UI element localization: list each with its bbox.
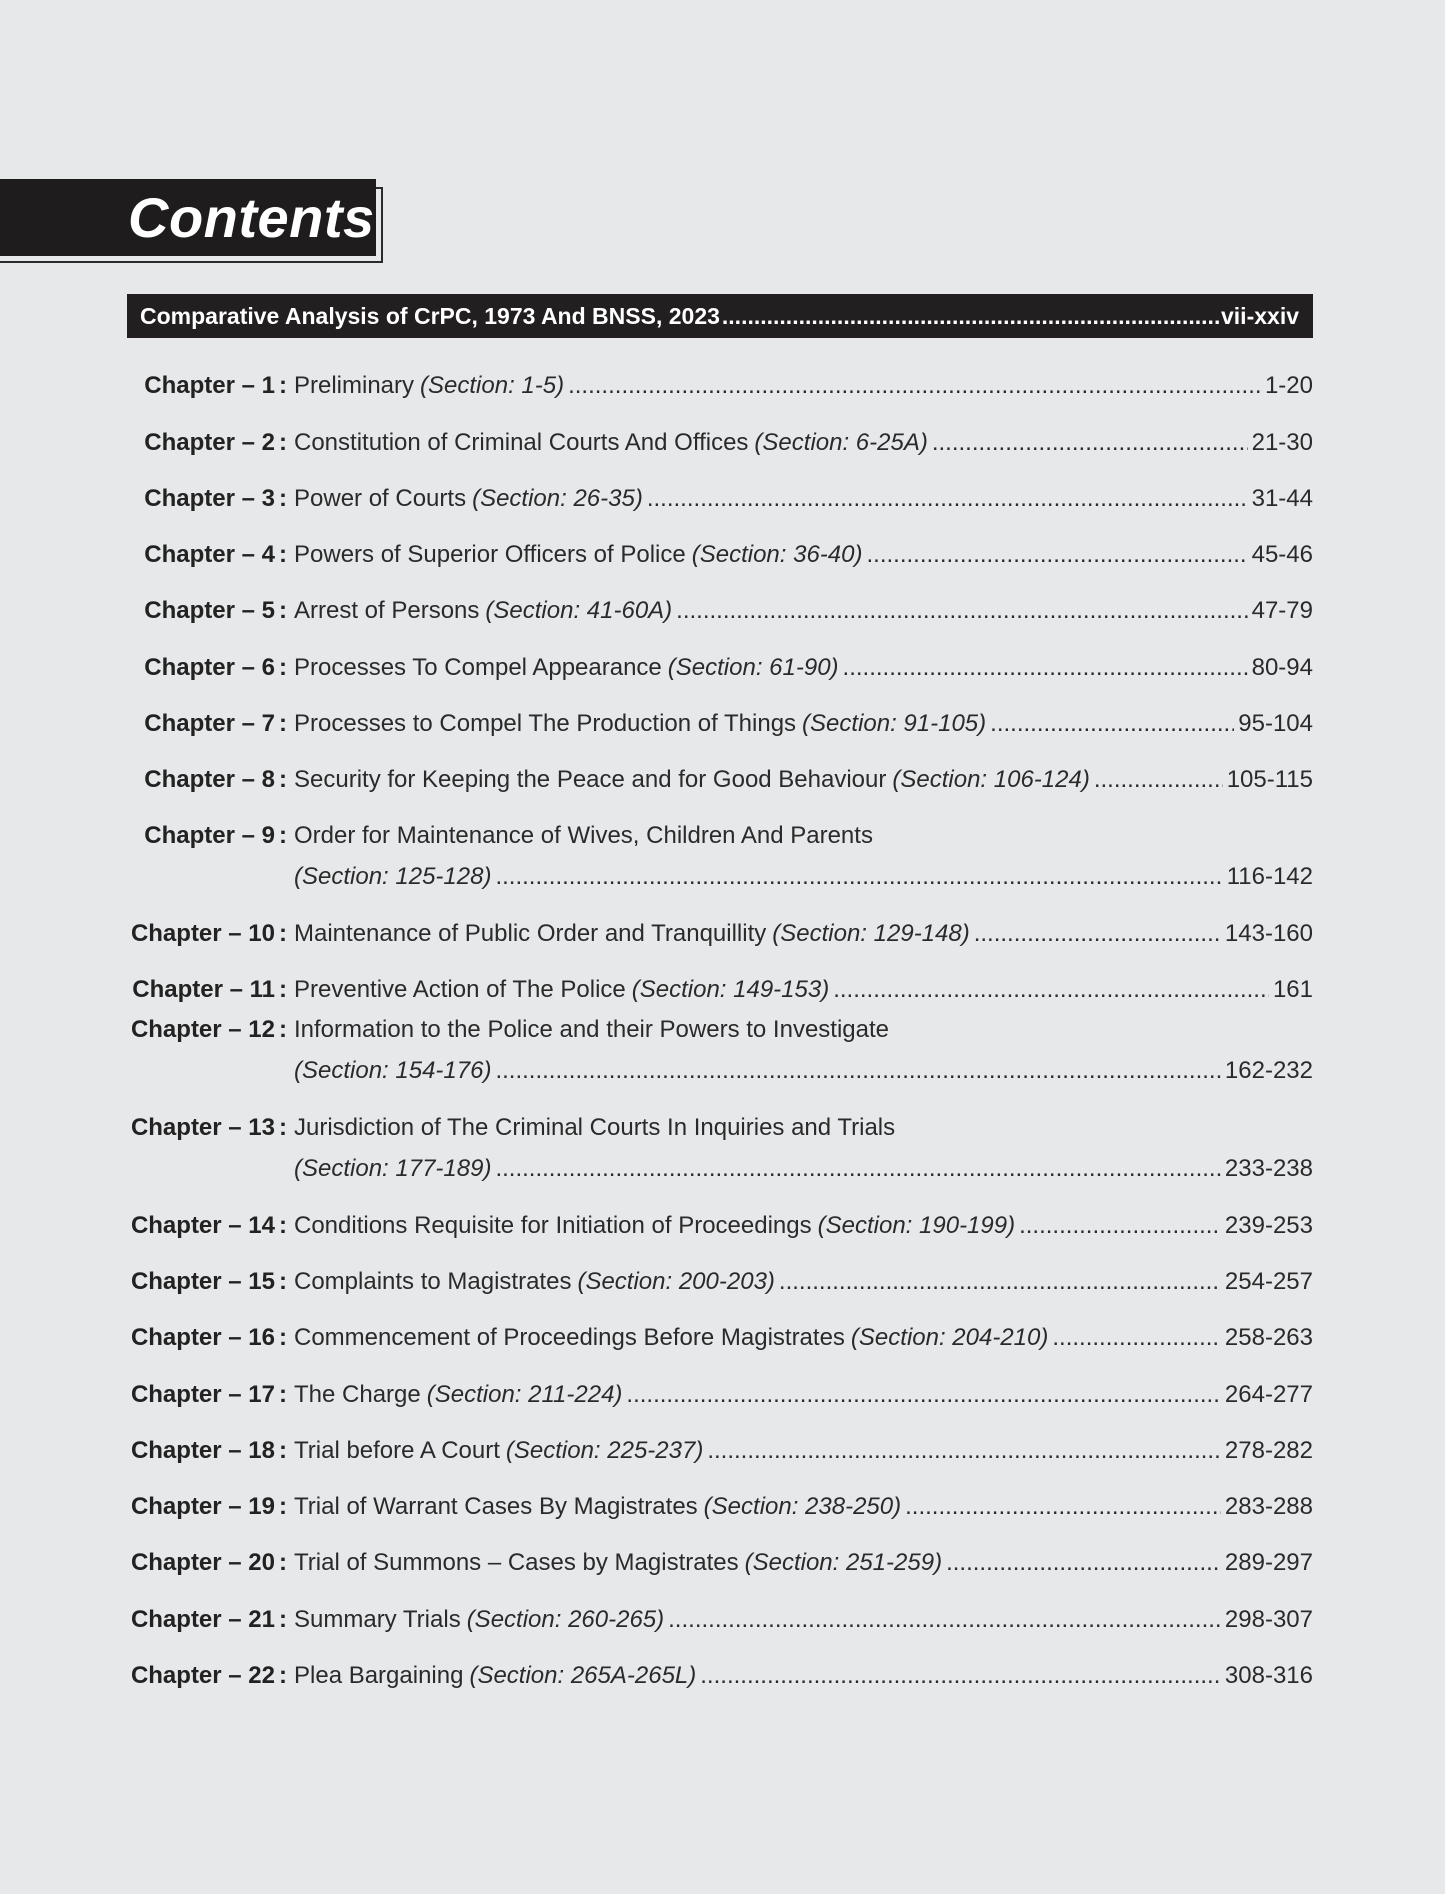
chapter-sections: (Section: 1-5)	[420, 372, 565, 399]
chapter-pages: 308-316	[1224, 1662, 1313, 1689]
chapter-sections: (Section: 190-199)	[817, 1212, 1016, 1239]
contents-banner	[0, 179, 385, 265]
label-colon: :	[279, 1662, 287, 1689]
chapter-pages: 21-30	[1251, 429, 1313, 456]
label-colon: :	[279, 1549, 287, 1576]
entry-line	[127, 975, 1313, 1005]
chapter-pages: 31-44	[1251, 485, 1313, 512]
chapter-sections: (Section: 225-237)	[505, 1437, 704, 1464]
toc-chapter-entry[interactable]	[127, 1436, 1313, 1466]
chapter-sections: (Section: 41-60A)	[485, 597, 673, 624]
label-colon: :	[279, 976, 287, 1003]
entry-line	[127, 1323, 1313, 1353]
chapter-label	[127, 1015, 294, 1045]
toc-chapter-entry[interactable]	[127, 765, 1313, 795]
label-colon: :	[279, 710, 287, 737]
chapter-sections: (Section: 149-153)	[631, 976, 830, 1003]
entry-line	[127, 371, 1313, 401]
chapter-number: Chapter – 17	[130, 1381, 275, 1408]
chapter-number: Chapter – 20	[130, 1549, 275, 1576]
chapter-pages: 298-307	[1224, 1606, 1313, 1633]
dot-leader	[1019, 1211, 1221, 1241]
toc-chapter-entry[interactable]	[127, 1267, 1313, 1297]
label-colon: :	[279, 1437, 287, 1464]
dot-leader	[990, 709, 1234, 739]
chapter-sections: (Section: 36-40)	[691, 541, 863, 568]
chapter-pages: 1-20	[1264, 372, 1313, 399]
chapter-sections: (Section: 265A-265L)	[469, 1662, 697, 1689]
chapter-sections: (Section: 260-265)	[466, 1606, 665, 1633]
chapter-number: Chapter – 5	[144, 597, 275, 624]
chapter-number: Chapter – 6	[144, 654, 275, 681]
chapter-number: Chapter – 9	[144, 822, 275, 849]
chapter-number: Chapter – 12	[130, 1016, 275, 1043]
chapter-pages: 116-142	[1226, 863, 1313, 890]
chapter-title: Commencement of Proceedings Before Magistrates	[294, 1324, 845, 1351]
chapter-pages: 80-94	[1251, 654, 1313, 681]
chapter-number: Chapter – 22	[130, 1662, 275, 1689]
chapter-pages: 258-263	[1224, 1324, 1313, 1351]
entry-line	[127, 596, 1313, 626]
chapter-number: Chapter – 14	[130, 1212, 275, 1239]
dot-leader	[974, 919, 1221, 949]
entry-line	[127, 1113, 1313, 1143]
label-colon: :	[279, 541, 287, 568]
chapter-title: Preventive Action of The Police	[294, 976, 626, 1003]
label-colon: :	[279, 822, 287, 849]
chapter-title: Security for Keeping the Peace and for Good Behaviour	[294, 766, 887, 793]
intro-pages: vii-xxiv	[1221, 302, 1299, 329]
chapter-title: Information to the Police and their Powers to Investigate	[294, 1016, 889, 1043]
toc-chapter-entry[interactable]	[127, 540, 1313, 570]
chapter-sections: (Section: 26-35)	[472, 485, 643, 512]
label-colon: :	[279, 1324, 287, 1351]
chapter-label	[127, 428, 294, 458]
label-colon: :	[279, 1212, 287, 1239]
chapter-pages: 264-277	[1224, 1381, 1313, 1408]
dot-leader	[905, 1492, 1221, 1522]
chapter-title: Power of Courts	[294, 485, 467, 512]
chapter-number: Chapter – 1	[144, 372, 275, 399]
entry-line	[127, 1211, 1313, 1241]
chapter-sections: (Section: 6-25A)	[754, 429, 928, 456]
chapter-sections: (Section: 211-224)	[426, 1381, 623, 1408]
chapter-sections: (Section: 91-105)	[802, 710, 987, 737]
chapter-label	[127, 1113, 294, 1143]
entry-line	[127, 1056, 1313, 1086]
toc-intro-entry[interactable]	[127, 294, 1313, 338]
chapter-title: Processes To Compel Appearance	[294, 654, 662, 681]
toc-chapter-entry[interactable]	[127, 653, 1313, 683]
toc-chapter-entry[interactable]	[127, 1211, 1313, 1241]
intro-title: Comparative Analysis of CrPC, 1973 And BNSS, 2023	[140, 302, 720, 329]
toc-chapter-entry[interactable]	[127, 484, 1313, 514]
entry-line	[127, 1154, 1313, 1184]
dot-leader	[495, 862, 1222, 892]
chapter-label	[127, 709, 294, 739]
entry-line	[127, 709, 1313, 739]
entry-line	[127, 1380, 1313, 1410]
entry-line	[127, 765, 1313, 795]
dot-leader	[626, 1380, 1221, 1410]
entry-line	[127, 653, 1313, 683]
chapter-pages: 47-79	[1251, 597, 1313, 624]
chapter-label	[127, 919, 294, 949]
chapter-label	[127, 1267, 294, 1297]
chapter-label	[127, 1380, 294, 1410]
chapter-title: Jurisdiction of The Criminal Courts In Inquiries and Trials	[294, 1114, 896, 1141]
label-colon: :	[279, 485, 287, 512]
label-colon: :	[279, 372, 287, 399]
label-colon: :	[279, 654, 287, 681]
chapter-number: Chapter – 21	[130, 1606, 275, 1633]
chapter-label	[127, 484, 294, 514]
page-title: Contents	[128, 186, 375, 249]
table-of-contents	[127, 294, 1313, 1689]
chapter-number: Chapter – 4	[144, 541, 275, 568]
chapter-title: Plea Bargaining	[294, 1662, 464, 1689]
chapter-title: Maintenance of Public Order and Tranquillity	[294, 920, 767, 947]
dot-leader	[647, 484, 1248, 514]
label-colon: :	[279, 766, 287, 793]
dot-leader	[700, 1661, 1221, 1691]
chapter-title: Trial before A Court	[294, 1437, 500, 1464]
chapter-pages: 143-160	[1224, 920, 1313, 947]
toc-chapter-entry[interactable]	[127, 1323, 1313, 1353]
label-colon: :	[279, 1606, 287, 1633]
toc-chapter-entry[interactable]	[127, 975, 1313, 1005]
chapter-label	[127, 1436, 294, 1466]
entry-line	[127, 1436, 1313, 1466]
chapter-label	[127, 596, 294, 626]
toc-chapter-entry[interactable]	[127, 1380, 1313, 1410]
chapter-sections: (Section: 129-148)	[772, 920, 970, 947]
toc-chapter-entry[interactable]	[127, 709, 1313, 739]
toc-chapter-entry[interactable]	[127, 371, 1313, 401]
dot-leader	[668, 1605, 1221, 1635]
chapter-label	[127, 653, 294, 683]
chapter-number: Chapter – 8	[144, 766, 275, 793]
label-colon: :	[279, 1381, 287, 1408]
chapter-number: Chapter – 13	[130, 1114, 275, 1141]
chapter-label	[127, 1605, 294, 1635]
entry-line	[127, 919, 1313, 949]
dot-leader	[722, 303, 1219, 330]
chapter-title: Summary Trials	[294, 1606, 461, 1633]
dot-leader	[495, 1056, 1220, 1086]
label-colon: :	[279, 1268, 287, 1295]
dot-leader	[1094, 765, 1223, 795]
entry-line	[127, 1661, 1313, 1691]
chapter-pages: 254-257	[1224, 1268, 1313, 1295]
toc-chapter-entry[interactable]	[127, 1661, 1313, 1691]
toc-chapter-entry[interactable]	[127, 1015, 1313, 1086]
label-colon: :	[279, 1016, 287, 1043]
chapter-sections: (Section: 61-90)	[667, 654, 839, 681]
dot-leader	[1052, 1323, 1221, 1353]
chapter-title: Complaints to Magistrates	[294, 1268, 572, 1295]
toc-chapter-entry[interactable]	[127, 1492, 1313, 1522]
chapter-pages: 233-238	[1224, 1155, 1313, 1182]
chapter-pages: 105-115	[1226, 766, 1313, 793]
dot-leader	[833, 975, 1269, 1005]
chapter-title: Conditions Requisite for Initiation of Proceedings	[294, 1212, 812, 1239]
entry-line	[127, 1267, 1313, 1297]
chapter-number: Chapter – 11	[132, 976, 275, 1003]
toc-chapter-entry[interactable]	[127, 1605, 1313, 1635]
dot-leader	[946, 1548, 1221, 1578]
dot-leader	[843, 653, 1248, 683]
chapter-sections: (Section: 238-250)	[703, 1493, 902, 1520]
dot-leader	[495, 1154, 1220, 1184]
chapter-title: Trial of Warrant Cases By Magistrates	[294, 1493, 698, 1520]
entry-line	[127, 821, 1313, 851]
dot-leader	[932, 428, 1248, 458]
chapter-title: Trial of Summons – Cases by Magistrates	[294, 1549, 739, 1576]
dot-leader	[867, 540, 1248, 570]
chapter-label	[127, 1323, 294, 1353]
chapter-sections: (Section: 204-210)	[850, 1324, 1049, 1351]
chapter-pages: 95-104	[1238, 710, 1313, 737]
chapter-label	[127, 975, 294, 1005]
entry-line	[127, 1605, 1313, 1635]
dot-leader	[707, 1436, 1221, 1466]
chapter-number: Chapter – 10	[130, 920, 275, 947]
chapter-label	[127, 540, 294, 570]
chapter-sections: (Section: 251-259)	[744, 1549, 943, 1576]
chapter-title: Order for Maintenance of Wives, Children And Parents	[294, 822, 873, 849]
dot-leader	[676, 596, 1247, 626]
chapter-number: Chapter – 3	[144, 485, 275, 512]
chapter-label	[127, 765, 294, 795]
entry-line	[127, 428, 1313, 458]
chapter-title: Powers of Superior Officers of Police	[294, 541, 686, 568]
chapter-pages: 45-46	[1251, 541, 1313, 568]
toc-chapter-entry[interactable]	[127, 1548, 1313, 1578]
chapter-label	[127, 1492, 294, 1522]
chapter-pages: 278-282	[1224, 1437, 1313, 1464]
label-colon: :	[279, 1493, 287, 1520]
toc-chapter-entry[interactable]	[127, 919, 1313, 949]
chapter-title: Processes to Compel The Production of Things	[294, 710, 797, 737]
toc-chapter-entry[interactable]	[127, 596, 1313, 626]
chapter-title: Preliminary	[294, 372, 415, 399]
entry-line	[127, 540, 1313, 570]
toc-chapter-entry[interactable]	[127, 428, 1313, 458]
chapter-label	[127, 1548, 294, 1578]
entry-line	[127, 1015, 1313, 1045]
label-colon: :	[279, 429, 287, 456]
chapter-label	[127, 1661, 294, 1691]
chapter-pages: 283-288	[1224, 1493, 1313, 1520]
dot-leader	[568, 371, 1261, 401]
chapter-sections: (Section: 154-176)	[294, 1057, 492, 1084]
chapter-title: Constitution of Criminal Courts And Offices	[294, 429, 749, 456]
toc-chapter-entry[interactable]	[127, 1113, 1313, 1184]
chapter-number: Chapter – 18	[130, 1437, 275, 1464]
chapter-sections: (Section: 177-189)	[294, 1155, 492, 1182]
chapter-number: Chapter – 15	[130, 1268, 275, 1295]
label-colon: :	[279, 920, 287, 947]
chapter-sections: (Section: 106-124)	[892, 766, 1090, 793]
chapter-title: The Charge	[294, 1381, 421, 1408]
chapter-label	[127, 1211, 294, 1241]
chapter-label	[127, 371, 294, 401]
chapter-sections: (Section: 200-203)	[577, 1268, 775, 1295]
chapter-label	[127, 821, 294, 851]
chapter-pages: 239-253	[1224, 1212, 1313, 1239]
chapter-number: Chapter – 2	[144, 429, 275, 456]
dot-leader	[779, 1267, 1221, 1297]
entry-line	[127, 1492, 1313, 1522]
chapter-pages: 162-232	[1224, 1057, 1313, 1084]
entry-line	[127, 1548, 1313, 1578]
chapter-title: Arrest of Persons	[294, 597, 480, 624]
label-colon: :	[279, 1114, 287, 1141]
chapter-pages: 161	[1272, 976, 1313, 1003]
toc-chapter-entry[interactable]	[127, 821, 1313, 892]
entry-line	[127, 484, 1313, 514]
chapter-number: Chapter – 19	[130, 1493, 275, 1520]
entry-line	[127, 862, 1313, 892]
chapter-pages: 289-297	[1224, 1549, 1313, 1576]
chapter-number: Chapter – 16	[130, 1324, 275, 1351]
chapter-sections: (Section: 125-128)	[294, 863, 492, 890]
chapter-number: Chapter – 7	[144, 710, 275, 737]
label-colon: :	[279, 597, 287, 624]
